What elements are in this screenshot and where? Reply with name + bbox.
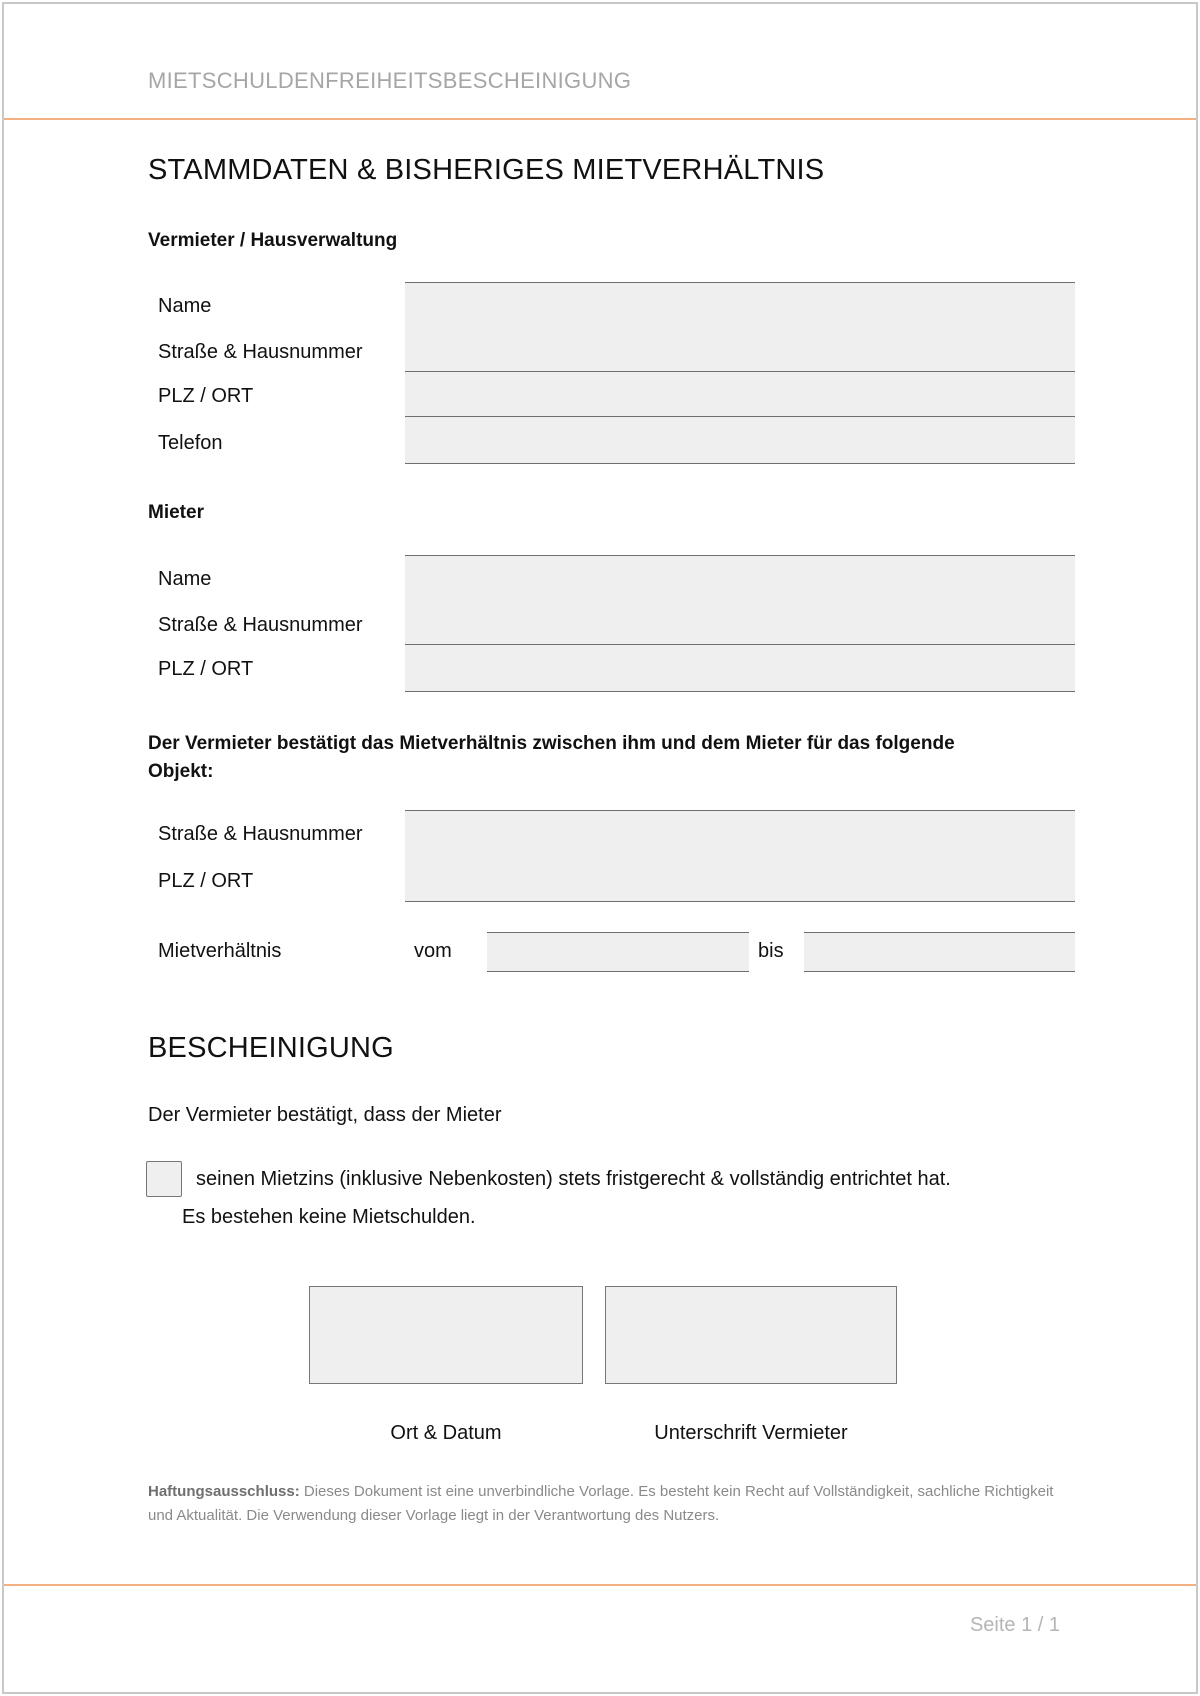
landlord-heading: Vermieter / Hausverwaltung [148, 230, 398, 251]
page-number: Seite 1 / 1 [969, 1614, 1060, 1636]
object-zip-city-label: PLZ / ORT [158, 870, 254, 892]
tenancy-to-label: bis [758, 940, 784, 962]
header-title: MIETSCHULDENFREIHEITSBESCHEINIGUNG [148, 68, 632, 93]
landlord-street-label: Straße & Hausnummer [158, 341, 363, 363]
object-heading-line2: Objekt: [148, 761, 214, 782]
tenancy-from-label: vom [414, 940, 452, 962]
tenant-street-field[interactable] [405, 600, 1075, 645]
signature-label: Unterschrift Vermieter [654, 1422, 848, 1444]
place-date-field[interactable] [309, 1286, 583, 1384]
landlord-phone-field[interactable] [405, 417, 1075, 464]
landlord-zip-city-field[interactable] [405, 372, 1075, 417]
tenant-street-label: Straße & Hausnummer [158, 614, 363, 636]
disclaimer-label: Haftungsausschluss: [148, 1483, 300, 1500]
section-title-stammdaten: STAMMDATEN & BISHERIGES MIETVERHÄLTNIS [148, 154, 825, 186]
checkbox-text-line1: seinen Mietzins (inklusive Nebenkosten) stets fristgerecht & vollständig entrichtet hat. [196, 1168, 951, 1190]
tenancy-label: Mietverhältnis [158, 940, 282, 962]
disclaimer [148, 1480, 1068, 1528]
header-rule [4, 118, 1196, 120]
tenancy-to-field[interactable] [804, 932, 1075, 972]
checkbox-text-line2: Es bestehen keine Mietschulden. [182, 1206, 476, 1228]
object-zip-city-field[interactable] [405, 855, 1075, 902]
object-street-label: Straße & Hausnummer [158, 823, 363, 845]
document-page [2, 2, 1198, 1694]
place-date-label: Ort & Datum [390, 1422, 502, 1444]
tenancy-from-field[interactable] [487, 932, 749, 972]
landlord-phone-label: Telefon [158, 432, 223, 454]
footer-rule [4, 1584, 1196, 1586]
tenant-zip-city-field[interactable] [405, 645, 1075, 692]
section-title-bescheinigung: BESCHEINIGUNG [148, 1032, 394, 1064]
object-heading-line1: Der Vermieter bestätigt das Mietverhältnis zwischen ihm und dem Mieter für das folgende [148, 733, 955, 754]
object-street-field[interactable] [405, 810, 1075, 856]
landlord-zip-city-label: PLZ / ORT [158, 385, 254, 407]
landlord-name-label: Name [158, 295, 212, 317]
tenant-name-label: Name [158, 568, 212, 590]
no-rent-debt-checkbox[interactable] [146, 1161, 182, 1197]
tenant-name-field[interactable] [405, 555, 1075, 601]
tenant-zip-city-label: PLZ / ORT [158, 658, 254, 680]
landlord-street-field[interactable] [405, 327, 1075, 372]
landlord-name-field[interactable] [405, 282, 1075, 328]
certification-intro: Der Vermieter bestätigt, dass der Mieter [148, 1104, 502, 1126]
signature-field[interactable] [605, 1286, 897, 1384]
tenant-heading: Mieter [148, 502, 204, 523]
disclaimer-text: Dieses Dokument ist eine unverbindliche Vorlage. Es besteht kein Recht auf Vollständigkeit, sachliche Richtigkeit und Aktualität. Die Verwendung dieser Vorlage liegt in der Verantwortung des Nutzers. [148, 1483, 1054, 1524]
object-heading [148, 730, 955, 786]
